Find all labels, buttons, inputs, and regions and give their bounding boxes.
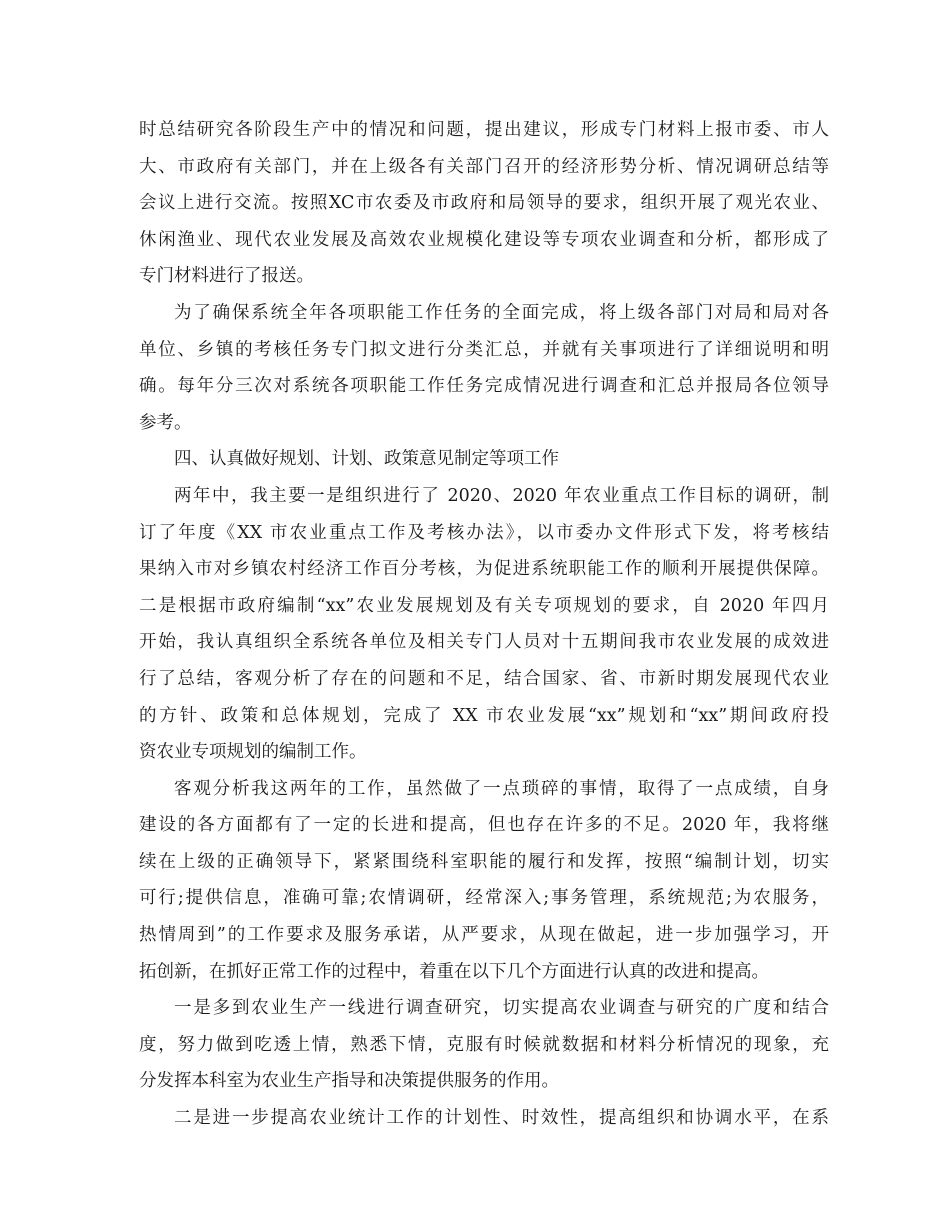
text-line: 确。每年分三次对系统各项职能工作任务完成情况进行调查和汇总并报局各位领导 <box>139 376 829 397</box>
text-line: 二是根据市政府编制“xx”农业发展规划及有关专项规划的要求，自 2020 年四月 <box>139 595 829 616</box>
text-line: 续在上级的正确领导下，紧紧围绕科室职能的履行和发挥，按照“编制计划，切实 <box>139 851 829 872</box>
text-line: 度，努力做到吃透上情，熟悉下情，克服有时候就数据和材料分析情况的现象，充 <box>139 1034 829 1055</box>
text-line: 休闲渔业、现代农业发展及高效农业规模化建设等专项农业调查和分析，都形成了 <box>139 229 829 250</box>
text-line: 参考。 <box>139 412 192 433</box>
text-line: 开始，我认真组织全系统各单位及相关专门人员对十五期间我市农业发展的成效进 <box>139 632 829 653</box>
text-line: 可行;提供信息，准确可靠;农情调研，经常深入;事务管理，系统规范;为农服务， <box>139 888 829 909</box>
text-line: 一是多到农业生产一线进行调查研究，切实提高农业调查与研究的广度和结合 <box>174 998 829 1019</box>
text-line: 资农业专项规划的编制工作。 <box>139 742 367 763</box>
text-line: 二是进一步提高农业统计工作的计划性、时效性，提高组织和协调水平，在系 <box>174 1108 829 1129</box>
text-line: 分发挥本科室为农业生产指导和决策提供服务的作用。 <box>139 1071 559 1092</box>
text-line: 的方针、政策和总体规划，完成了 XX 市农业发展“xx”规划和“xx”期间政府投 <box>139 705 829 726</box>
text-line: 热情周到”的工作要求及服务承诺，从严要求，从现在做起，进一步加强学习，开 <box>139 925 829 946</box>
text-line: 时总结研究各阶段生产中的情况和问题，提出建议，形成专门材料上报市委、市人 <box>139 120 829 140</box>
text-line: 大、市政府有关部门，并在上级各有关部门召开的经济形势分析、情况调研总结等 <box>139 156 829 177</box>
text-line: 行了总结，客观分析了存在的问题和不足，结合国家、省、市新时期发展现代农业 <box>139 668 829 689</box>
text-line: 会议上进行交流。按照XC市农委及市政府和局领导的要求，组织开展了观光农业、 <box>139 193 829 214</box>
text-line: 客观分析我这两年的工作，虽然做了一点琐碎的事情，取得了一点成绩，自身 <box>174 778 829 799</box>
section-heading: 四、认真做好规划、计划、政策意见制定等项工作 <box>174 449 559 470</box>
text-line: 拓创新，在抓好正常工作的过程中，着重在以下几个方面进行认真的改进和提高。 <box>139 961 769 982</box>
text-line: 两年中，我主要一是组织进行了 2020、2020 年农业重点工作目标的调研，制 <box>174 485 829 506</box>
text-line: 专门材料进行了报送。 <box>139 266 314 287</box>
text-line: 建设的各方面都有了一定的长进和提高，但也存在许多的不足。2020 年，我将继 <box>139 815 829 836</box>
text-line: 为了确保系统全年各项职能工作任务的全面完成，将上级各部门对局和局对各 <box>174 302 829 323</box>
text-line: 果纳入市对乡镇农村经济工作百分考核，为促进系统职能工作的顺利开展提供保障。 <box>139 559 829 580</box>
text-line: 订了年度《XX 市农业重点工作及考核办法》，以市委办文件形式下发，将考核结 <box>139 522 829 543</box>
text-line: 单位、乡镇的考核任务专门拟文进行分类汇总，并就有关事项进行了详细说明和明 <box>139 339 829 360</box>
document-body <box>139 112 829 1137</box>
